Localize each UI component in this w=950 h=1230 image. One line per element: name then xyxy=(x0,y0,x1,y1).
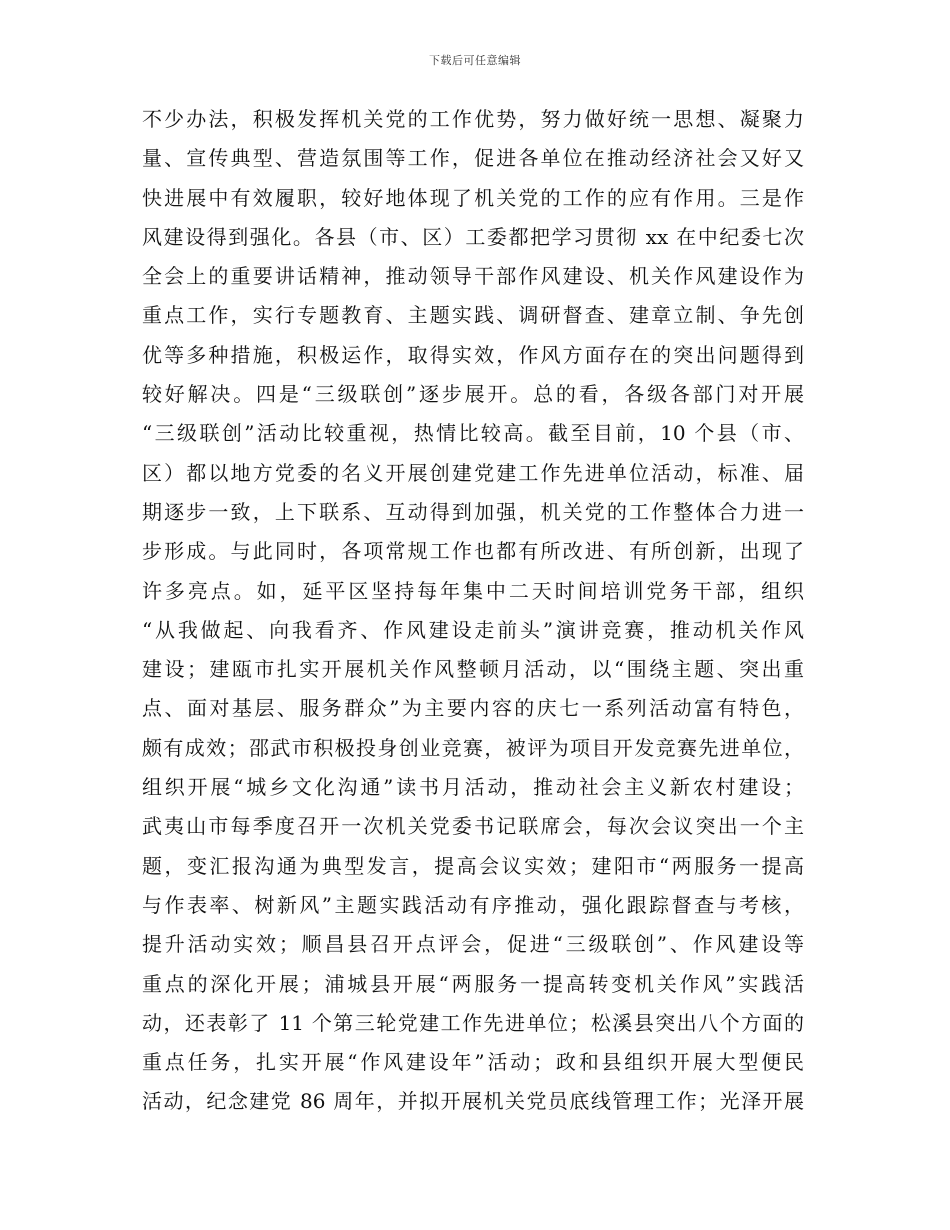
text-line: 活动，纪念建党 86 周年，并拟开展机关党员底线管理工作；光泽开展 xyxy=(142,1089,804,1114)
text-line: 优等多种措施，积极运作，取得实效，作风方面存在的突出问题得到 xyxy=(142,342,804,367)
text-line: 组织开展“城乡文化沟通”读书月活动，推动社会主义新农村建设； xyxy=(142,775,804,800)
text-line: 期逐步一致，上下联系、互动得到加强，机关党的工作整体合力进一 xyxy=(142,499,804,524)
text-line: 武夷山市每季度召开一次机关党委书记联席会，每次会议突出一个主 xyxy=(142,814,804,839)
text-line: 快进展中有效履职，较好地体现了机关党的工作的应有作用。三是作 xyxy=(142,185,804,210)
text-line: 建设；建瓯市扎实开展机关作风整顿月活动，以“围绕主题、突出重 xyxy=(142,657,804,682)
text-line: 风建设得到强化。各县（市、区）工委都把学习贯彻 xx 在中纪委七次 xyxy=(142,224,804,249)
text-line: 题，变汇报沟通为典型发言，提高会议实效；建阳市“两服务一提高 xyxy=(142,853,804,878)
text-line: 提升活动实效；顺昌县召开点评会，促进“三级联创”、作风建设等 xyxy=(142,932,804,957)
text-line: 较好解决。四是“三级联创”逐步展开。总的看，各级各部门对开展 xyxy=(142,382,804,407)
text-line: 许多亮点。如，延平区坚持每年集中二天时间培训党务干部，组织 xyxy=(142,578,804,603)
body-text xyxy=(142,100,804,1122)
page-header: 下载后可任意编辑 xyxy=(429,54,521,67)
text-line: 重点工作，实行专题教育、主题实践、调研督查、建章立制、争先创 xyxy=(142,303,804,328)
text-line: 点、面对基层、服务群众”为主要内容的庆七一系列活动富有特色， xyxy=(142,696,804,721)
text-line: 步形成。与此同时，各项常规工作也都有所改进、有所创新，出现了 xyxy=(142,539,804,564)
text-line: “三级联创”活动比较重视，热情比较高。截至目前，10 个县（市、 xyxy=(142,421,804,446)
text-line: 区）都以地方党委的名义开展创建党建工作先进单位活动，标准、届 xyxy=(142,460,804,485)
text-line: 颇有成效；邵武市积极投身创业竞赛，被评为项目开发竞赛先进单位， xyxy=(142,735,804,760)
text-line: 重点的深化开展；浦城县开展“两服务一提高转变机关作风”实践活 xyxy=(142,971,804,996)
text-line: “从我做起、向我看齐、作风建设走前头”演讲竞赛，推动机关作风 xyxy=(142,617,804,642)
text-line: 动，还表彰了 11 个第三轮党建工作先进单位；松溪县突出八个方面的 xyxy=(142,1010,804,1035)
text-line: 与作表率、树新风”主题实践活动有序推动，强化跟踪督查与考核， xyxy=(142,892,804,917)
text-line: 全会上的重要讲话精神，推动领导干部作风建设、机关作风建设作为 xyxy=(142,264,804,289)
text-line: 不少办法，积极发挥机关党的工作优势，努力做好统一思想、凝聚力 xyxy=(142,107,804,131)
text-line: 重点任务，扎实开展“作风建设年”活动；政和县组织开展大型便民 xyxy=(142,1050,804,1075)
text-line: 量、宣传典型、营造氛围等工作，促进各单位在推动经济社会又好又 xyxy=(142,146,804,171)
